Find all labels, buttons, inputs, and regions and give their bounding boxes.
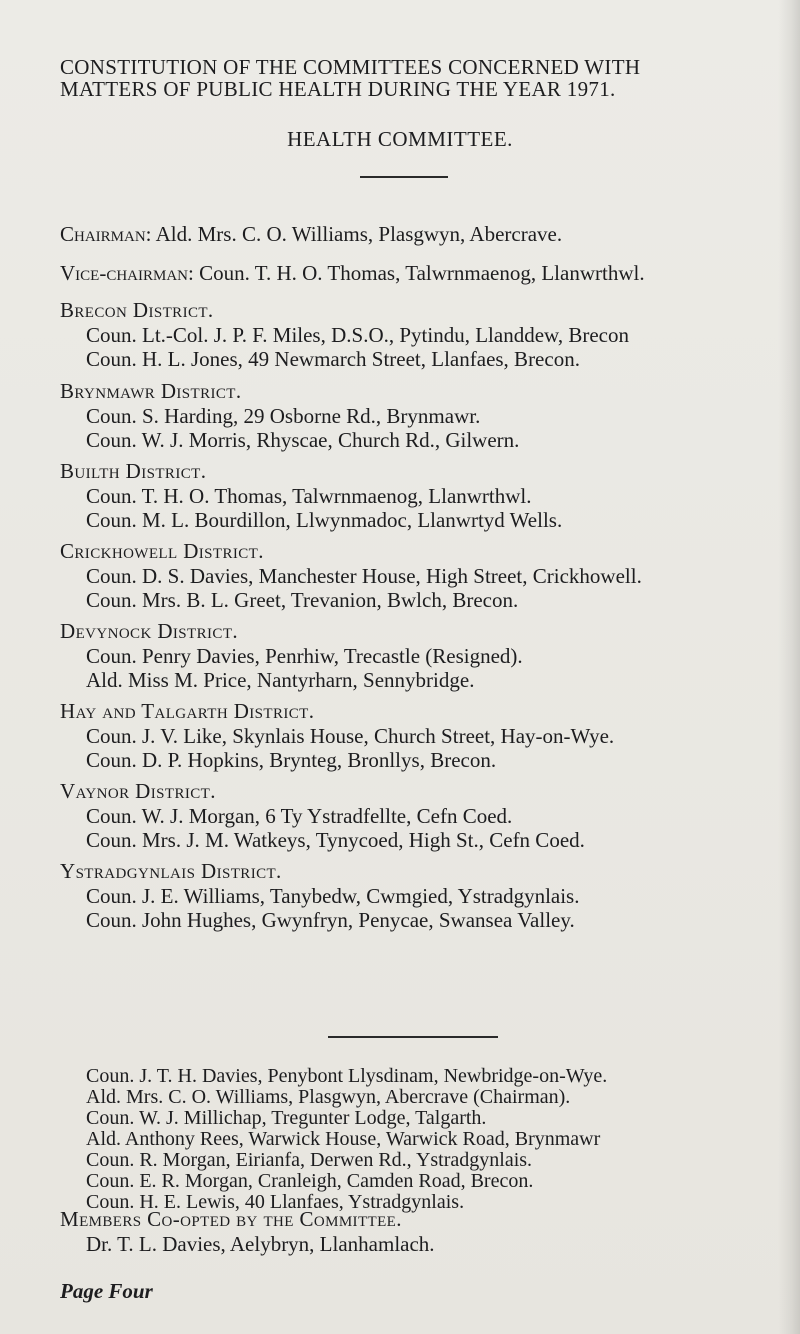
member-line: Coun. S. Harding, 29 Osborne Rd., Brynmawr. <box>86 404 481 428</box>
member-line: Coun. John Hughes, Gwynfryn, Penycae, Swansea Valley. <box>86 908 575 932</box>
member-line: Coun. D. P. Hopkins, Brynteg, Bronllys, Brecon. <box>86 748 497 772</box>
member-line: Coun. M. L. Bourdillon, Llwynmadoc, Llanwrtyd Wells. <box>86 508 563 532</box>
member-line: Coun. W. J. Morgan, 6 Ty Ystradfellte, Cefn Coed. <box>86 804 513 828</box>
district-devynock <box>60 618 780 692</box>
district-heading: Crickhowell District. <box>60 539 264 563</box>
document-title <box>60 56 760 100</box>
member-line: Coun. J. E. Williams, Tanybedw, Cwmgied, Ystradgynlais. <box>86 884 580 908</box>
member-line: Coun. T. H. O. Thomas, Talwrnmaenog, Llanwrthwl. <box>86 484 532 508</box>
district-builth <box>60 458 780 532</box>
member-line: Coun. Penry Davies, Penrhiw, Trecastle (Resigned). <box>86 644 523 668</box>
co-opted-heading: Members Co-opted by the Committee. <box>60 1207 402 1231</box>
district-hay-and-talgarth <box>60 698 780 772</box>
member-line: Coun. W. J. Millichap, Tregunter Lodge, Talgarth. <box>86 1107 487 1129</box>
page-number: Page Four <box>60 1279 153 1303</box>
member-line: Ald. Miss M. Price, Nantyrharn, Sennybridge. <box>86 668 475 692</box>
member-line: Coun. W. J. Morris, Rhyscae, Church Rd., Gilwern. <box>86 428 520 452</box>
title-divider <box>360 176 448 178</box>
member-line: Coun. H. E. Lewis, 40 Llanfaes, Ystradgynlais. <box>86 1191 465 1213</box>
district-heading: Builth District. <box>60 459 207 483</box>
district-brynmawr <box>60 378 780 452</box>
district-heading: Hay and Talgarth District. <box>60 699 315 723</box>
district-heading: Brecon District. <box>60 298 214 322</box>
member-line: Coun. R. Morgan, Eirianfa, Derwen Rd., Ystradgynlais. <box>86 1149 533 1171</box>
title-line-2: MATTERS OF PUBLIC HEALTH DURING THE YEAR 1971. <box>60 77 616 101</box>
section-divider <box>328 1036 498 1038</box>
district-crickhowell <box>60 538 780 612</box>
chairman-label: Chairman: <box>60 222 152 246</box>
member-line: Dr. T. L. Davies, Aelybryn, Llanhamlach. <box>86 1232 435 1256</box>
committee-title: HEALTH COMMITTEE. <box>287 127 513 151</box>
district-brecon <box>60 297 780 371</box>
district-vaynor <box>60 778 780 852</box>
member-line: Coun. Mrs. B. L. Greet, Trevanion, Bwlch, Brecon. <box>86 588 519 612</box>
member-line: Coun. E. R. Morgan, Cranleigh, Camden Road, Brecon. <box>86 1170 534 1192</box>
member-line: Ald. Anthony Rees, Warwick House, Warwick Road, Brynmawr <box>86 1128 601 1150</box>
member-line: Coun. D. S. Davies, Manchester House, High Street, Crickhowell. <box>86 564 642 588</box>
title-line-1: CONSTITUTION OF THE COMMITTEES CONCERNED WITH <box>60 55 641 79</box>
vice-chairman-text: Coun. T. H. O. Thomas, Talwrnmaenog, Llanwrthwl. <box>199 261 645 285</box>
district-ystradgynlais <box>60 858 780 932</box>
member-line: Coun. J. V. Like, Skynlais House, Church Street, Hay-on-Wye. <box>86 724 615 748</box>
co-opted-members <box>60 1206 780 1256</box>
chairman-line <box>60 222 780 247</box>
member-line: Coun. Lt.-Col. J. P. F. Miles, D.S.O., Pytindu, Llanddew, Brecon <box>86 323 629 347</box>
district-heading: Brynmawr District. <box>60 379 242 403</box>
district-heading: Ystradgynlais District. <box>60 859 282 883</box>
chairman-text: Ald. Mrs. C. O. Williams, Plasgwyn, Abercrave. <box>155 222 563 246</box>
district-heading: Vaynor District. <box>60 779 216 803</box>
member-line: Coun. Mrs. J. M. Watkeys, Tynycoed, High St., Cefn Coed. <box>86 828 585 852</box>
member-line: Coun. H. L. Jones, 49 Newmarch Street, Llanfaes, Brecon. <box>86 347 580 371</box>
member-line: Coun. J. T. H. Davies, Penybont Llysdinam, Newbridge-on-Wye. <box>86 1065 608 1087</box>
district-heading: Devynock District. <box>60 619 239 643</box>
vice-chairman-label: Vice-chairman: <box>60 261 194 285</box>
vice-chairman-line <box>60 261 780 286</box>
other-members-list <box>86 1066 786 1213</box>
member-line: Ald. Mrs. C. O. Williams, Plasgwyn, Abercrave (Chairman). <box>86 1086 571 1108</box>
